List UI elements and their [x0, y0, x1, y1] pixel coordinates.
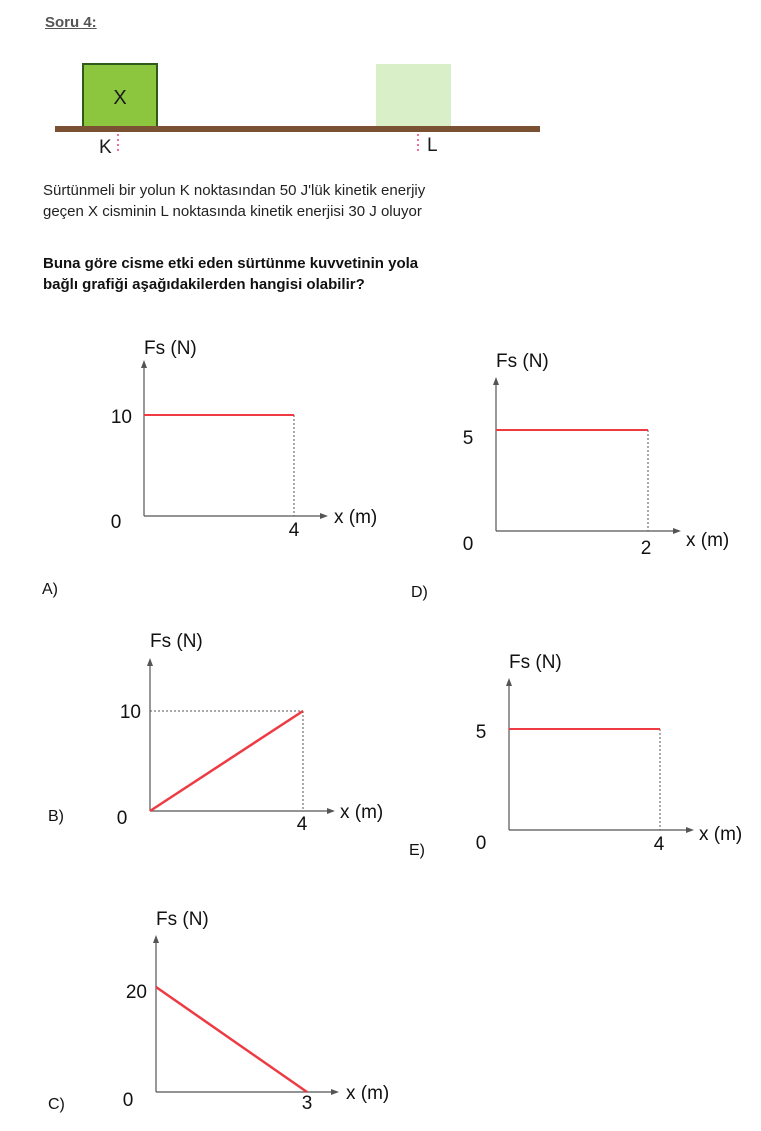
y-axis-arrow [147, 658, 153, 666]
question-title: Soru 4: [45, 14, 97, 31]
y-axis-arrow [506, 678, 512, 686]
question-body-line-1: Sürtünmeli bir yolun K noktasından 50 J'lük kinetik enerjiy [43, 182, 426, 199]
y-axis-label: Fs (N) [509, 652, 562, 673]
y-axis-label: Fs (N) [496, 351, 549, 372]
x-tick-label: 3 [301, 1093, 313, 1114]
chart-option-a [98, 330, 398, 550]
chart-option-c [105, 895, 405, 1115]
x-axis-arrow [320, 513, 328, 519]
origin-label: 0 [110, 512, 122, 533]
chart-option-b [105, 618, 405, 838]
question-prompt [43, 253, 539, 295]
y-axis-arrow [141, 360, 147, 368]
question-prompt-line-1: Buna göre cisme etki eden sürtünme kuvvetinin yola [43, 255, 419, 272]
block-x-label: X [113, 87, 127, 109]
road-diagram [50, 55, 540, 165]
x-axis-arrow [673, 528, 681, 534]
y-tick-label: 20 [125, 982, 147, 1003]
y-tick-label: 10 [119, 702, 141, 723]
x-axis-arrow [331, 1089, 339, 1095]
x-axis-arrow [686, 827, 694, 833]
x-tick-label: 4 [653, 834, 665, 855]
road [55, 126, 540, 132]
option-b-label: B) [48, 808, 64, 825]
question-body [43, 180, 539, 222]
x-axis-label: x (m) [340, 802, 384, 823]
block-ghost [376, 64, 451, 126]
origin-label: 0 [122, 1090, 134, 1111]
y-axis-label: Fs (N) [144, 338, 197, 359]
y-axis-arrow [493, 377, 499, 385]
origin-label: 0 [116, 808, 128, 829]
x-axis-label: x (m) [686, 530, 730, 551]
data-line [156, 987, 307, 1092]
y-tick-label: 10 [110, 407, 132, 428]
x-axis-label: x (m) [334, 507, 378, 528]
x-tick-label: 4 [296, 814, 308, 835]
origin-label: 0 [475, 833, 487, 854]
x-axis-label: x (m) [699, 824, 743, 845]
y-axis-label: Fs (N) [156, 909, 209, 930]
x-axis-arrow [327, 808, 335, 814]
chart-option-d [450, 340, 750, 560]
x-tick-label: 2 [640, 538, 652, 559]
option-d-label: D) [411, 584, 428, 601]
x-axis-label: x (m) [346, 1083, 390, 1104]
y-axis-label: Fs (N) [150, 631, 203, 652]
origin-label: 0 [462, 534, 474, 555]
y-tick-label: 5 [475, 722, 487, 743]
option-a-label: A) [42, 581, 58, 598]
question-prompt-line-2: bağlı grafiği aşağıdakilerden hangisi olabilir? [43, 276, 365, 293]
y-tick-label: 5 [462, 428, 474, 449]
point-k-label: K [99, 137, 112, 158]
y-axis-arrow [153, 935, 159, 943]
chart-option-e [463, 640, 761, 860]
data-line [150, 711, 303, 811]
point-l-label: L [427, 135, 438, 156]
option-c-label: C) [48, 1096, 65, 1113]
x-tick-label: 4 [288, 520, 300, 541]
option-e-label: E) [409, 842, 425, 859]
question-body-line-2: geçen X cisminin L noktasında kinetik enerjisi 30 J oluyor [43, 203, 422, 220]
